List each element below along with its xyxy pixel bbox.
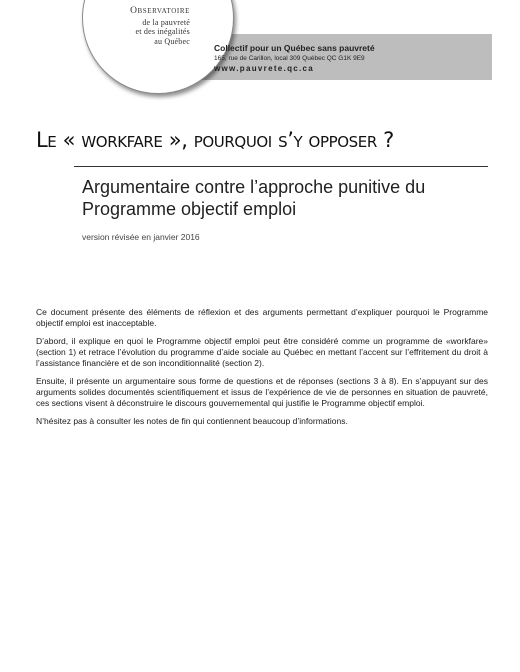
- logo-line: Observatoire: [130, 6, 190, 16]
- body-paragraph: Ensuite, il présente un argumentaire sous forme de questions et de réponses (sections 3 à 8). En s’appuyant sur des arguments solides documentés scientifiquement et issus de l’expérience de vie de personnes en situation de pauvreté, ces sections visent à déconstruire le discours gouvernemental qui justifie le Programme objectif emploi.: [36, 376, 488, 408]
- body-paragraph: N’hésitez pas à consulter les notes de fin qui contiennent beaucoup d’informations.: [36, 416, 348, 426]
- logo-line: au Québec: [154, 37, 190, 47]
- organization-website[interactable]: www.pauvrete.qc.ca: [214, 64, 315, 73]
- logo-line: et des inégalités: [135, 27, 190, 37]
- organization-name: Collectif pour un Québec sans pauvreté: [214, 43, 375, 53]
- organization-address: 165, rue de Carillon, local 309 Québec QC G1K 9E9: [214, 55, 365, 62]
- organization-info: [214, 43, 375, 74]
- body-paragraph: D’abord, il explique en quoi le Programme objectif emploi peut être considéré comme un programme de «workfare» (section 1) et retrace l’évolution du programme d’aide sociale au Québec en mettant l’accent sur l’effritement du droit à l’assistance financière et de son inconditionnalité (section 2).: [36, 336, 488, 368]
- logo-line: de la pauvreté: [142, 17, 190, 27]
- title-divider: [74, 166, 488, 167]
- document-title: Le « workfare », pourquoi s’y opposer ?: [36, 128, 394, 152]
- body-paragraph: Ce document présente des éléments de réflexion et des arguments permettant d’expliquer pourquoi le Programme objectif emploi est inacceptable.: [36, 307, 488, 328]
- logo-text: [88, 6, 190, 47]
- document-body: [36, 307, 488, 434]
- revision-note: version révisée en janvier 2016: [82, 232, 200, 242]
- document-subtitle: Argumentaire contre l’approche punitive du Programme objectif emploi: [82, 177, 426, 219]
